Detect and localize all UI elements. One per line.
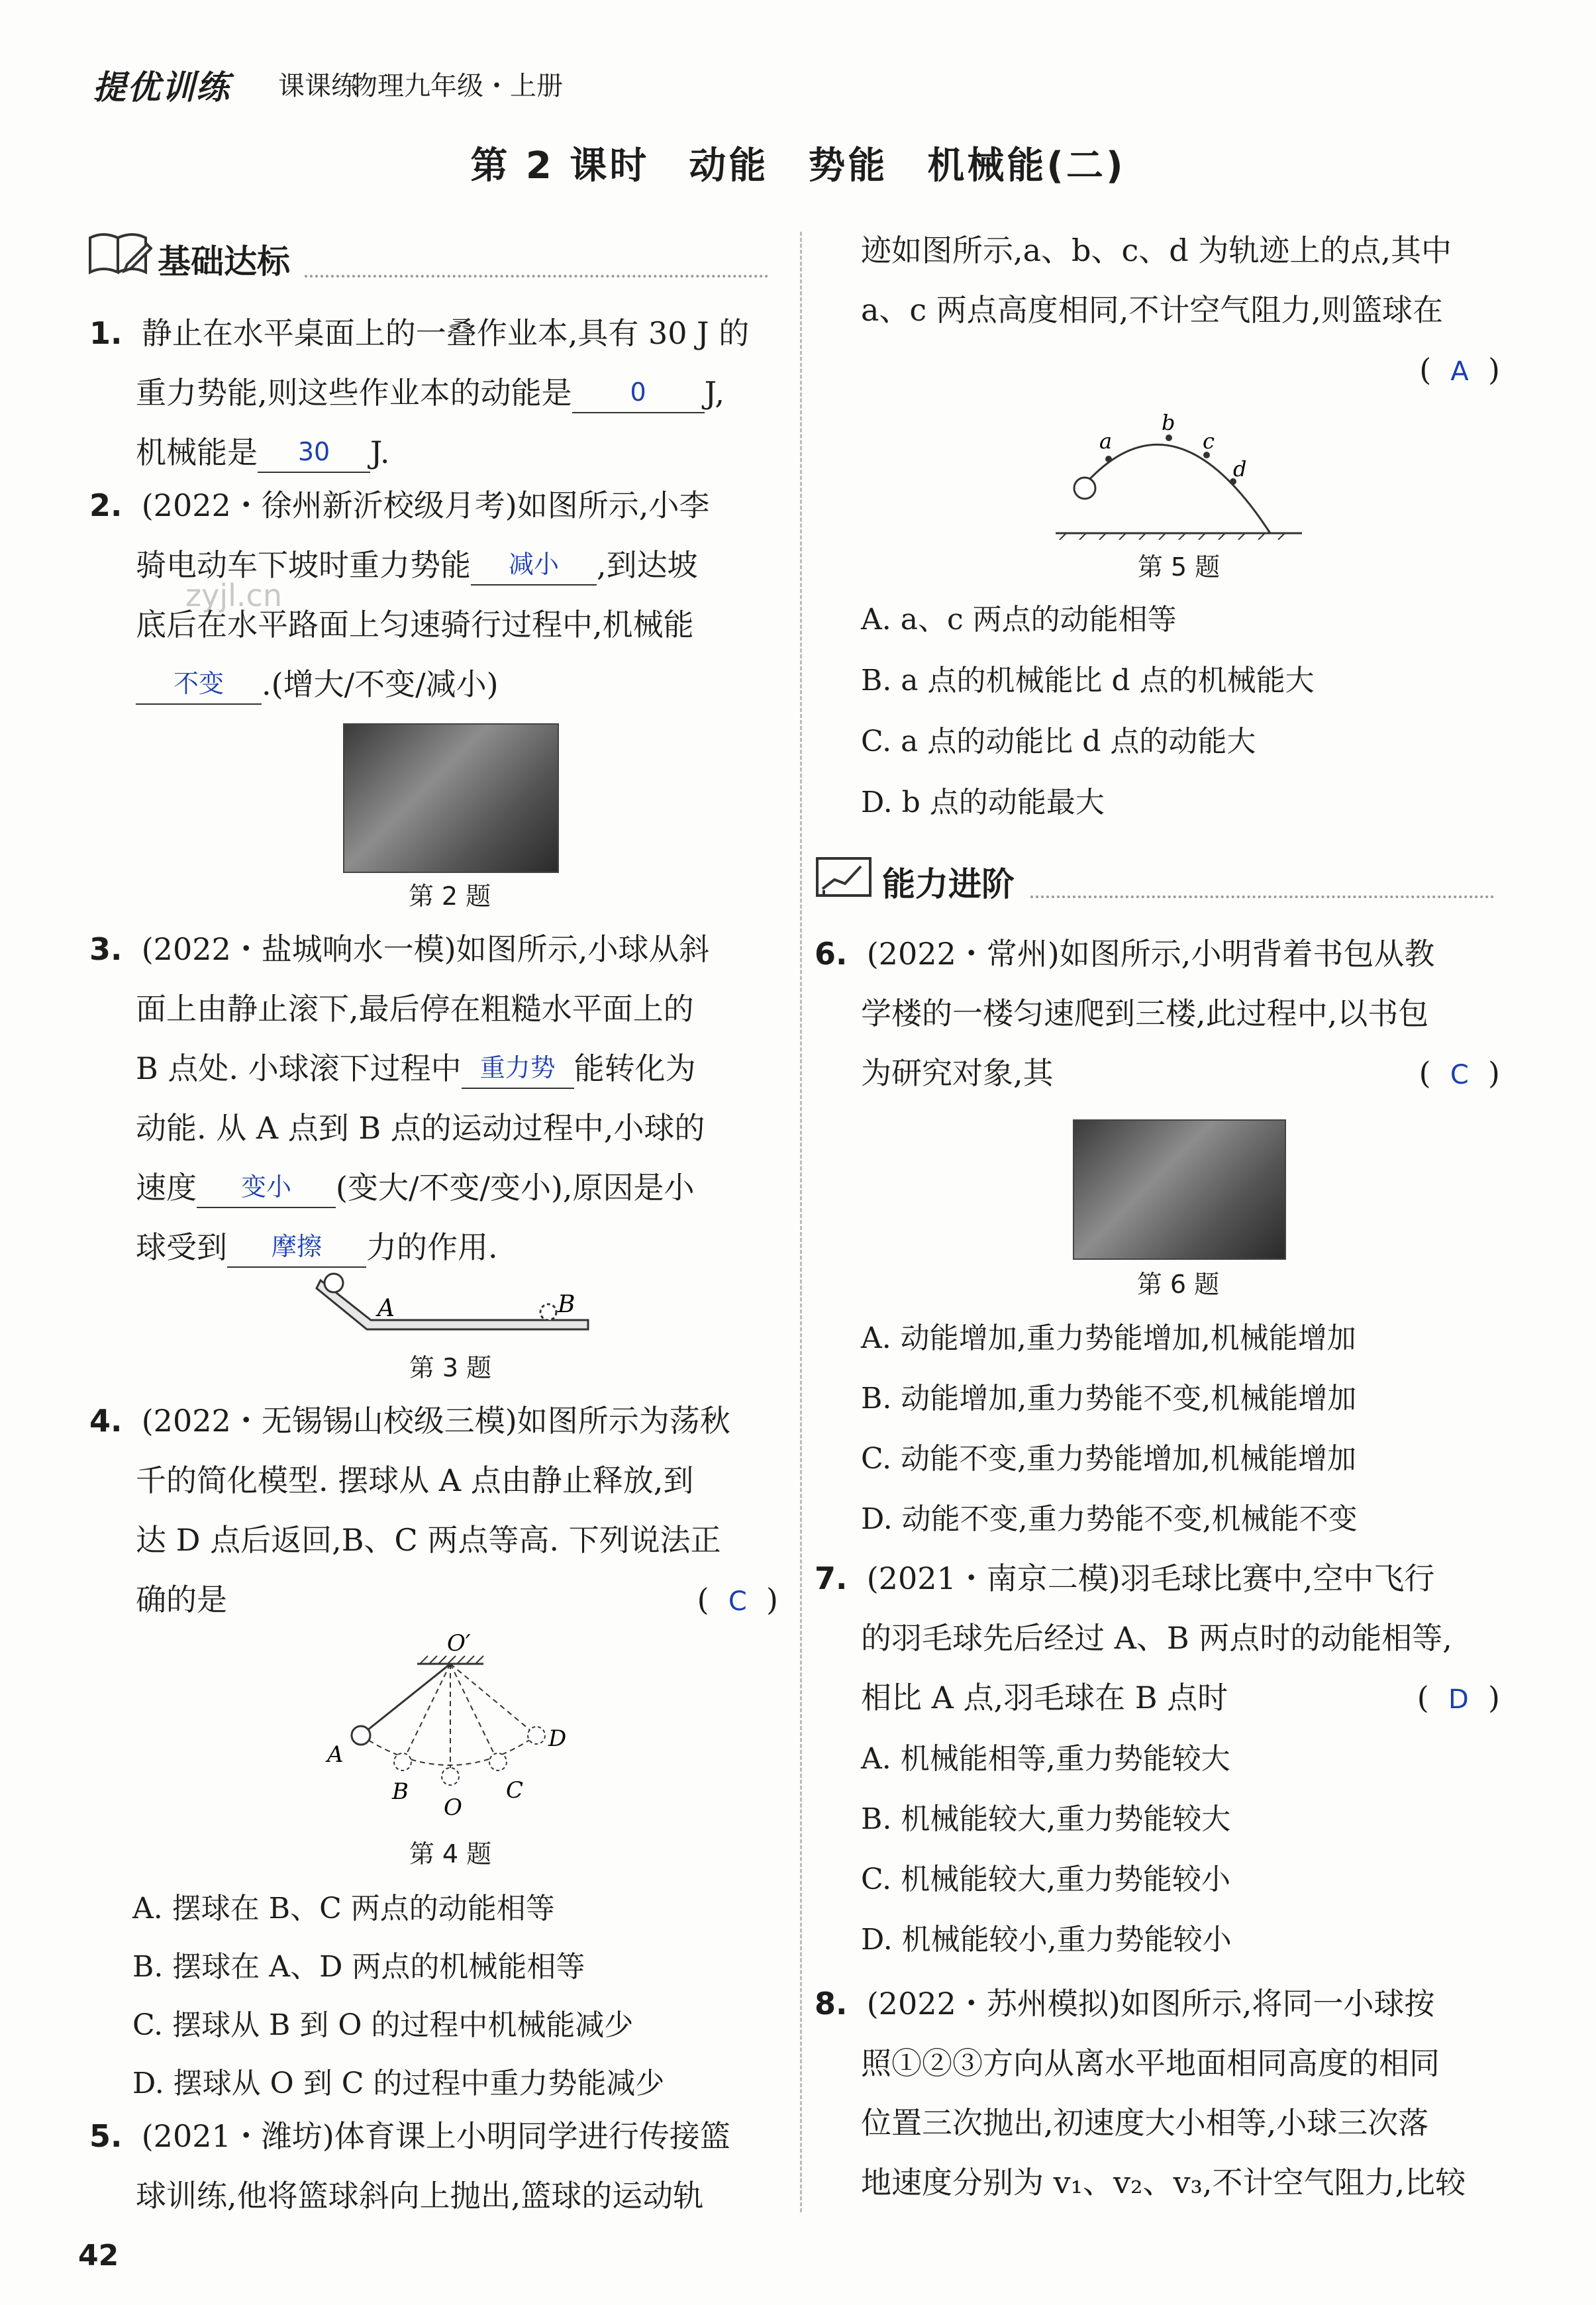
section-divider [305,275,768,278]
question-text: 速度 [136,1170,197,1205]
figure-basketball-trajectory [1053,407,1305,542]
answer-blank: 30 [258,432,370,473]
answer-blank: 0 [572,372,705,413]
question-number: 5. [89,2118,123,2154]
question-number: 1. [89,315,123,351]
label-c: c [1203,429,1215,454]
label-A: A [377,1295,395,1322]
option-b: B. 摆球在 A、D 两点的机械能相等 [132,1950,585,1984]
label-B: B [558,1291,575,1318]
figure-pendulum [318,1629,583,1837]
answer-parentheses: ( C ) [1419,1055,1500,1091]
lesson-title: 第 2 课时 动能 势能 机械能(二) [470,144,1126,187]
question-3 [89,919,709,1277]
question-5-options [861,589,1315,833]
question-8 [815,1974,1500,2212]
label-O: O [444,1794,462,1821]
option-d: D. 摆球从 O 到 C 的过程中重力势能减少 [132,2067,665,2100]
question-text: 球训练,他将篮球斜向上抛出,篮球的运动轨 [136,2178,704,2214]
label-A: A [327,1741,344,1768]
option-c: C. 摆球从 B 到 O 的过程中机械能减少 [132,2008,634,2042]
option-c: C. a 点的动能比 d 点的动能大 [861,725,1256,758]
question-text: 重力势能,则这些作业本的动能是 [136,375,572,411]
question-text: 静止在水平桌面上的一叠作业本,具有 30 J 的 [141,315,750,351]
question-text: (变大/不变/变小),原因是小 [336,1170,695,1205]
question-1 [89,303,749,482]
question-text: 面上由静止滚下,最后停在粗糙水平面上的 [136,991,694,1027]
figure-caption: 第 6 题 [1136,1270,1220,1299]
column-divider [800,232,802,2212]
answer-blank: 不变 [136,664,262,705]
question-text: J. [370,435,390,470]
question-text: (2022・盐城响水一模)如图所示,小球从斜 [141,931,710,967]
question-text: 球受到 [136,1229,227,1265]
answer-choice: A [1450,356,1469,387]
question-text: 的羽毛球先后经过 A、B 两点时的动能相等, [861,1620,1452,1656]
question-text: 为研究对象,其 [861,1055,1054,1091]
figure-caption: 第 3 题 [409,1353,492,1382]
course-label: 课课练 [278,71,358,101]
question-text: 达 D 点后返回,B、C 两点等高. 下列说法正 [136,1522,721,1558]
question-text: 迹如图所示,a、b、c、d 为轨迹上的点,其中 [861,232,1452,268]
question-text: B 点处. 小球滚下过程中 [136,1050,462,1086]
label-a: a [1099,429,1113,454]
figure-incline [311,1268,589,1344]
question-text: (2021・南京二模)羽毛球比赛中,空中飞行 [866,1561,1435,1596]
question-text: 位置三次抛出,初速度大小相等,小球三次落 [861,2105,1429,2141]
label-B: B [392,1778,409,1805]
question-number: 3. [89,931,123,967]
question-6-options [861,1308,1358,1549]
option-a: A. 摆球在 B、C 两点的动能相等 [132,1892,555,1925]
answer-blank: 减小 [471,544,597,586]
answer-parentheses: ( A ) [1419,352,1500,387]
question-text: 机械能是 [136,435,258,470]
chart-icon [813,854,874,903]
label-d: d [1233,456,1247,482]
question-4-options [132,1880,664,2113]
question-text: 骑电动车下坡时重力势能 [136,547,471,583]
question-text: (2022・常州)如图所示,小明背着书包从教 [866,936,1435,972]
section-divider [1030,896,1494,898]
option-c: C. 动能不变,重力势能增加,机械能增加 [861,1442,1357,1476]
photo-stairs [1073,1119,1286,1260]
question-text: 动能. 从 A 点到 B 点的运动过程中,小球的 [136,1110,705,1146]
answer-blank: 重力势 [462,1048,574,1089]
question-text: a、c 两点高度相同,不计空气阻力,则篮球在 [861,292,1444,328]
figure-caption: 第 5 题 [1137,552,1221,582]
option-b: B. a 点的机械能比 d 点的机械能大 [861,664,1315,697]
section-basic-heading: 基础达标 [158,242,290,281]
question-number: 2. [89,487,123,523]
question-5-continued [861,221,1500,401]
question-text: ,到达坡 [597,547,698,583]
option-d: D. b 点的动能最大 [861,786,1105,819]
question-text: (2021・潍坊)体育课上小明同学进行传接篮 [141,2118,730,2154]
question-number: 7. [815,1561,848,1596]
option-b: B. 机械能较大,重力势能较大 [861,1802,1231,1836]
answer-parentheses: ( C ) [697,1582,778,1617]
question-6 [815,924,1500,1103]
label-b: b [1162,410,1175,435]
question-text: 地速度分别为 v₁、v₂、v₃,不计空气阻力,比较 [861,2165,1466,2200]
question-5 [89,2106,730,2226]
question-text: 确的是 [136,1582,227,1617]
question-text: 力的作用. [366,1229,498,1265]
question-text: 照①②③方向从离水平地面相同高度的相同 [861,2045,1440,2081]
photo-electric-bike [343,723,559,873]
section-advanced-heading: 能力进阶 [882,865,1015,903]
answer-choice: C [1450,1060,1469,1090]
option-d: D. 动能不变,重力势能不变,机械能不变 [861,1502,1358,1536]
option-a: A. 动能增加,重力势能增加,机械能增加 [861,1321,1356,1355]
question-text: 学楼的一楼匀速爬到三楼,此过程中,以书包 [861,996,1429,1031]
label-O-prime: O′ [447,1630,471,1657]
question-number: 4. [89,1403,123,1439]
answer-blank: 变小 [197,1167,336,1208]
question-text: 相比 A 点,羽毛球在 B 点时 [861,1680,1228,1716]
question-2 [89,476,709,714]
question-text: 千的简化模型. 摆球从 A 点由静止释放,到 [136,1462,694,1498]
question-text: 底后在水平路面上匀速骑行过程中,机械能 [136,607,694,642]
option-a: A. 机械能相等,重力势能较大 [861,1742,1230,1776]
question-text: (2022・苏州模拟)如图所示,将同一小球按 [866,1986,1435,2022]
figure-caption: 第 4 题 [409,1839,492,1869]
answer-choice: D [1448,1684,1469,1715]
option-b: B. 动能增加,重力势能不变,机械能增加 [861,1382,1357,1415]
question-text: .(增大/不变/减小) [262,666,499,702]
question-text: (2022・无锡锡山校级三模)如图所示为荡秋 [141,1403,730,1439]
question-text: (2022・徐州新沂校级月考)如图所示,小李 [141,487,710,523]
question-7-options [861,1729,1232,1970]
answer-parentheses: ( D ) [1417,1680,1500,1716]
figure-caption: 第 2 题 [408,882,491,911]
page-number: 42 [78,2239,119,2273]
question-4 [89,1391,778,1629]
answer-blank: 摩擦 [227,1227,366,1268]
question-text: 能转化为 [574,1050,696,1086]
book-pencil-icon [86,229,152,279]
question-number: 6. [815,936,848,972]
question-text: J, [704,375,724,411]
label-D: D [548,1725,567,1752]
question-number: 8. [815,1986,848,2022]
option-a: A. a、c 两点的动能相等 [861,603,1177,637]
watermark: zyjl.cn [185,578,282,613]
option-d: D. 机械能较小,重力势能较小 [861,1923,1232,1957]
book-label: 物理九年级・上册 [351,71,563,101]
label-C: C [506,1777,524,1804]
option-c: C. 机械能较大,重力势能较小 [861,1863,1231,1896]
answer-choice: C [728,1586,747,1617]
question-7 [815,1549,1500,1727]
brand-logo: 提优训练 [93,68,230,107]
